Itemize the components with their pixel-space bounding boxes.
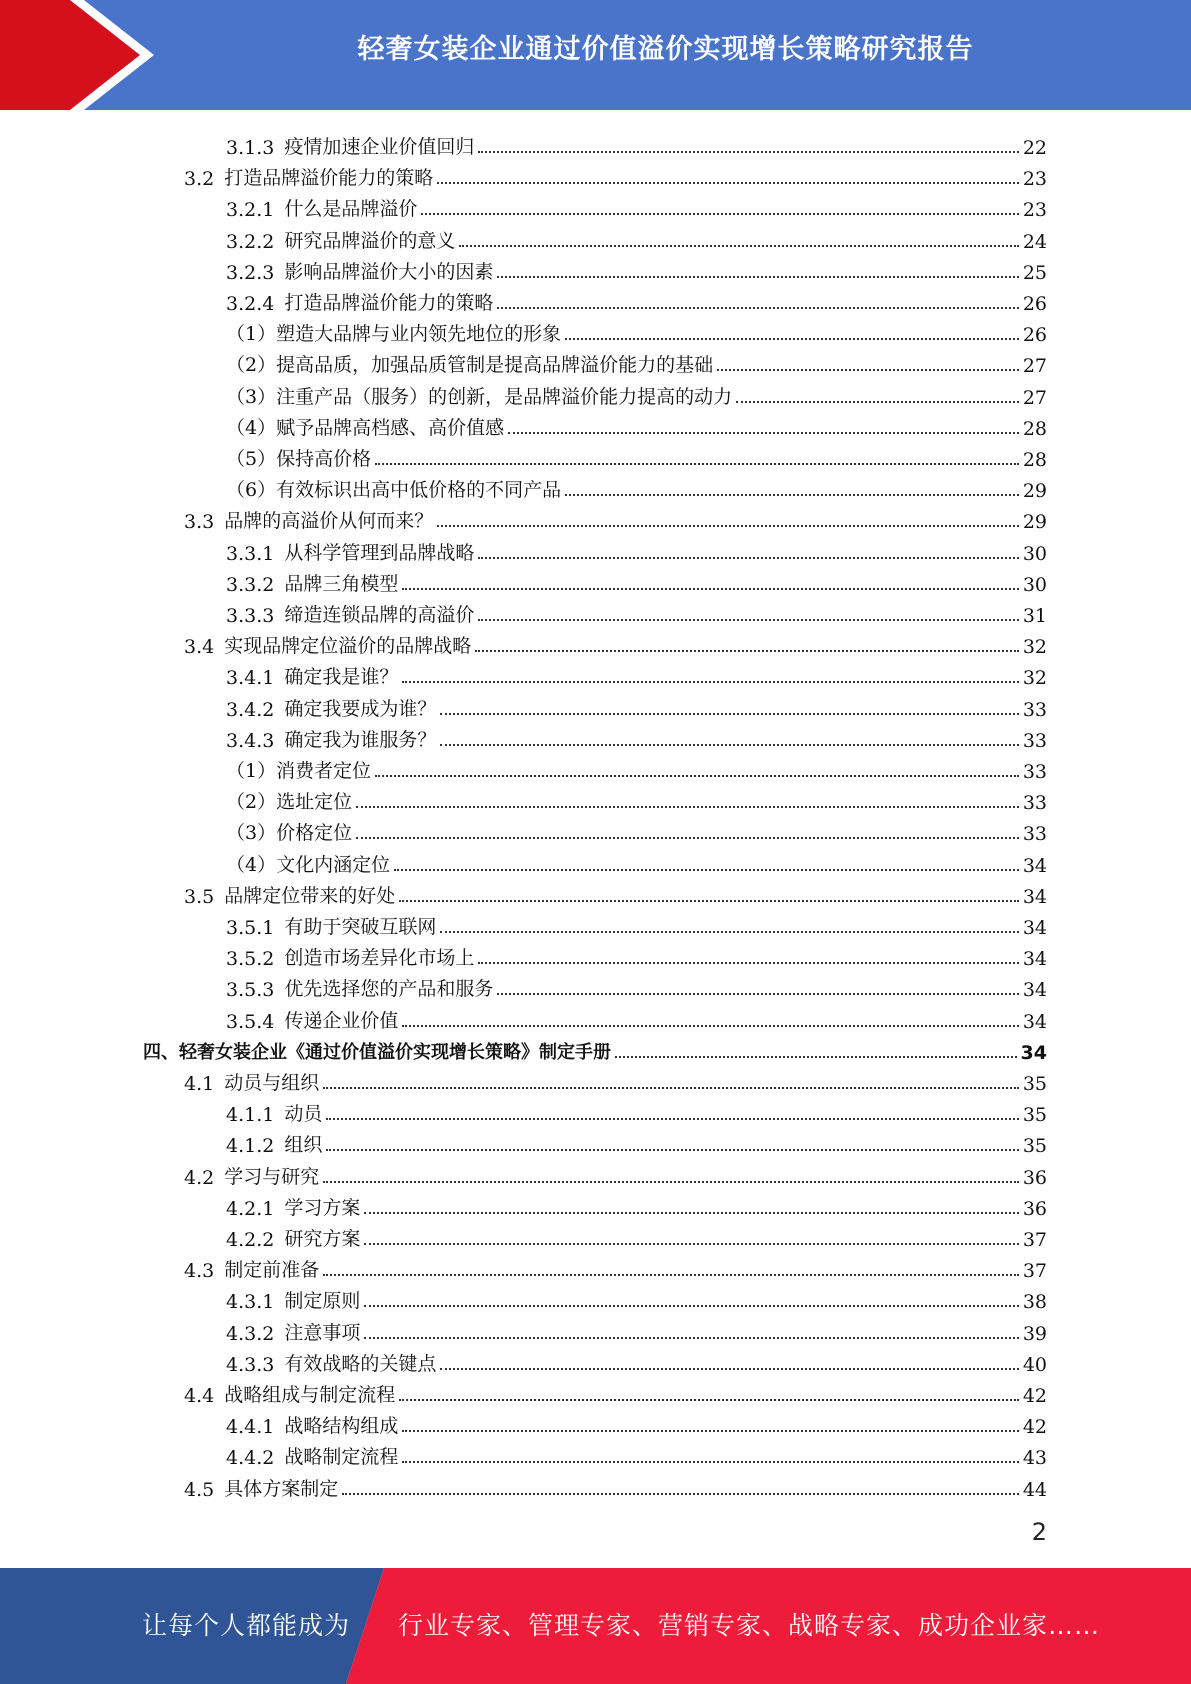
toc-dot-leader: [399, 900, 1019, 902]
toc-entry[interactable]: [184, 1158, 1047, 1189]
toc-entry-number: 3.2.1: [226, 199, 275, 222]
toc-entry-number: 3.2.3: [226, 261, 275, 284]
toc-entry-page: 42: [1022, 1385, 1047, 1407]
toc-entry-page: 43: [1022, 1447, 1047, 1470]
toc-entry-title: 打造品牌溢价能力的策略: [284, 292, 494, 314]
toc-entry[interactable]: [226, 1002, 1047, 1033]
toc-entry-number: 4.3.2: [226, 1322, 275, 1345]
toc-entry[interactable]: [226, 1220, 1047, 1251]
toc-entry-title: 动员与组织: [224, 1072, 320, 1094]
toc-dot-leader: [323, 1181, 1019, 1183]
toc-dot-leader: [375, 463, 1019, 465]
toc-entry-number: 4.3.3: [226, 1353, 275, 1376]
toc-entry-title: 确定我为谁服务？: [284, 728, 437, 751]
toc-entry-page: 23: [1022, 168, 1047, 191]
toc-entry-page: 33: [1022, 698, 1047, 721]
toc-entry-page: 34: [1022, 854, 1047, 877]
toc-dot-leader: [615, 1056, 1017, 1058]
toc-dot-leader: [440, 931, 1018, 933]
toc-entry[interactable]: [226, 814, 1047, 845]
toc-entry[interactable]: [226, 378, 1047, 409]
toc-entry-number: 3.5.3: [226, 979, 275, 1002]
toc-entry-title: （6）有效标识出高中低价格的不同产品: [226, 479, 562, 502]
toc-entry-number: 4.1: [184, 1073, 215, 1095]
toc-entry-number: 4.2.2: [226, 1229, 275, 1251]
toc-dot-leader: [399, 1399, 1019, 1401]
toc-entry-page: 35: [1022, 1135, 1047, 1158]
toc-entry[interactable]: [226, 752, 1047, 783]
toc-entry-number: 3.4.1: [226, 667, 275, 690]
toc-dot-leader: [364, 1212, 1018, 1214]
toc-entry-title: 创造市场差异化市场上: [284, 947, 475, 970]
footer-slogan-right: 行业专家、管理专家、营销专家、战略专家、成功企业家……: [398, 1611, 1101, 1640]
toc-entry-title: 四、轻奢女装企业《通过价值溢价实现增长策略》制定手册: [143, 1041, 611, 1063]
toc-entry-page: 34: [1020, 1041, 1047, 1064]
toc-entry-title: 打造品牌溢价能力的策略: [224, 167, 434, 190]
toc-dot-leader: [497, 276, 1018, 278]
toc-entry-page: 40: [1022, 1353, 1047, 1376]
toc-entry-title: 动员: [284, 1103, 323, 1126]
toc-dot-leader: [440, 744, 1018, 746]
toc-entry[interactable]: [226, 846, 1047, 877]
toc-entry[interactable]: [226, 565, 1047, 596]
toc-entry-page: 27: [1022, 355, 1047, 378]
page-header: [0, 0, 1191, 110]
toc-entry-page: 29: [1022, 480, 1047, 503]
toc-entry[interactable]: [184, 877, 1047, 908]
toc-entry[interactable]: [184, 1470, 1047, 1501]
toc-entry-page: 25: [1022, 261, 1047, 284]
toc-entry-number: 3.2.4: [226, 293, 275, 315]
toc-entry[interactable]: [226, 1438, 1047, 1469]
toc-entry-number: 3.3.3: [226, 605, 275, 627]
toc-entry-number: 3.5.2: [226, 948, 275, 971]
toc-entry-page: 22: [1022, 137, 1047, 159]
toc-entry-page: 26: [1022, 293, 1047, 315]
toc-entry-page: 36: [1022, 1166, 1047, 1189]
toc-entry-title: 注意事项: [284, 1321, 361, 1344]
toc-entry[interactable]: [226, 1282, 1047, 1313]
toc-dot-leader: [364, 1337, 1018, 1339]
toc-entry-page: 42: [1022, 1416, 1047, 1439]
toc-entry-number: 3.4.2: [226, 698, 275, 721]
toc-entry-page: 30: [1022, 542, 1047, 565]
toc-entry-title: 影响品牌溢价大小的因素: [284, 260, 494, 283]
toc-entry-number: 3.3: [184, 511, 215, 534]
toc-entry-title: 确定我要成为谁？: [284, 697, 437, 720]
toc-entry-title: 制定原则: [284, 1290, 361, 1313]
toc-dot-leader: [421, 213, 1018, 215]
toc-entry[interactable]: [143, 1033, 1047, 1064]
toc-dot-leader: [497, 307, 1018, 309]
toc-dot-leader: [717, 369, 1019, 371]
toc-entry[interactable]: [226, 534, 1047, 565]
toc-dot-leader: [394, 869, 1019, 871]
chevron-logo-icon: [0, 0, 160, 110]
toc-entry-title: （2）选址定位: [226, 791, 353, 814]
toc-entry-number: 4.5: [184, 1478, 215, 1501]
toc-entry-title: 优先选择您的产品和服务: [284, 978, 494, 1001]
toc-entry-number: 4.3: [184, 1260, 215, 1283]
toc-entry-title: 疫情加速企业价值回归: [284, 136, 475, 158]
toc-entry-page: 34: [1022, 917, 1047, 939]
toc-entry-title: 战略结构组成: [284, 1415, 399, 1438]
toc-dot-leader: [440, 1368, 1018, 1370]
toc-dot-leader: [478, 151, 1018, 153]
toc-dot-leader: [402, 681, 1018, 683]
toc-entry[interactable]: [226, 1095, 1047, 1126]
toc-entry-page: 39: [1022, 1322, 1047, 1345]
toc-entry-number: 3.3.1: [226, 542, 275, 565]
toc-dot-leader: [402, 1025, 1018, 1027]
page-number: 2: [1031, 1518, 1047, 1546]
toc-entry-page: 34: [1022, 948, 1047, 971]
toc-entry[interactable]: [226, 908, 1047, 939]
page-title: 轻奢女装企业通过价值溢价实现增长策略研究报告: [357, 34, 974, 65]
toc-dot-leader: [326, 1118, 1018, 1120]
toc-entry-number: 3.5: [184, 885, 215, 908]
toc-entry-page: 34: [1022, 1010, 1047, 1033]
toc-entry-number: 4.4.2: [226, 1447, 275, 1470]
toc-entry-page: 37: [1022, 1229, 1047, 1251]
page-footer: [0, 1568, 1191, 1684]
toc-dot-leader: [440, 713, 1018, 715]
toc-entry[interactable]: [226, 721, 1047, 752]
toc-dot-leader: [478, 557, 1018, 559]
toc-entry-title: 缔造连锁品牌的高溢价: [284, 604, 475, 626]
toc-entry-page: 37: [1022, 1260, 1047, 1283]
toc-dot-leader: [356, 806, 1019, 808]
toc-entry-title: 从科学管理到品牌战略: [284, 541, 475, 564]
toc-entry-page: 30: [1022, 573, 1047, 596]
toc-entry[interactable]: [226, 284, 1047, 315]
toc-entry-title: 有效战略的关键点: [284, 1352, 437, 1375]
toc-entry-title: 实现品牌定位溢价的品牌战略: [224, 635, 472, 658]
toc-entry[interactable]: [226, 1345, 1047, 1376]
toc-dot-leader: [364, 1243, 1018, 1245]
toc-dot-leader: [508, 432, 1019, 434]
toc-entry-number: 4.3.1: [226, 1291, 275, 1314]
toc-entry-title: 制定前准备: [224, 1259, 320, 1282]
toc-entry[interactable]: [226, 1126, 1047, 1157]
toc-entry[interactable]: [226, 970, 1047, 1001]
toc-entry-page: 38: [1022, 1291, 1047, 1314]
toc-entry-title: （4）文化内涵定位: [226, 853, 391, 876]
toc-entry[interactable]: [226, 440, 1047, 471]
toc-entry-page: 29: [1022, 511, 1047, 534]
toc-dot-leader: [323, 1274, 1019, 1276]
toc-dot-leader: [375, 775, 1019, 777]
toc-entry-title: 学习方案: [284, 1196, 361, 1219]
toc-entry[interactable]: [226, 1314, 1047, 1345]
toc-entry-title: （3）价格定位: [226, 822, 353, 845]
toc-entry[interactable]: [184, 1376, 1047, 1407]
toc-entry-title: （1）塑造大品牌与业内领先地位的形象: [226, 323, 562, 346]
toc-entry-title: （3）注重产品（服务）的创新，是品牌溢价能力提高的动力: [226, 385, 733, 408]
toc-entry-page: 44: [1022, 1478, 1047, 1501]
toc-entry-page: 31: [1022, 605, 1047, 627]
toc-entry-page: 33: [1022, 729, 1047, 752]
toc-entry-title: 传递企业价值: [284, 1009, 399, 1032]
toc-dot-leader: [342, 1493, 1019, 1495]
toc-entry-title: 具体方案制定: [224, 1477, 339, 1500]
toc-dot-leader: [323, 1087, 1019, 1089]
toc-entry-number: 4.2.1: [226, 1197, 275, 1220]
toc-entry-title: 确定我是谁？: [284, 666, 399, 689]
toc-entry-page: 28: [1022, 449, 1047, 471]
toc-entry-page: 33: [1022, 761, 1047, 783]
toc-entry-page: 35: [1022, 1104, 1047, 1127]
toc-dot-leader: [565, 494, 1019, 496]
toc-dot-leader: [437, 525, 1019, 527]
toc-entry[interactable]: [226, 1189, 1047, 1220]
toc-entry-page: 26: [1022, 324, 1047, 347]
toc-entry[interactable]: [184, 1251, 1047, 1282]
toc-entry-title: （2）提高品质，加强品质管制是提高品牌溢价能力的基础: [226, 354, 714, 377]
toc-entry[interactable]: [184, 627, 1047, 658]
toc-entry[interactable]: [226, 315, 1047, 346]
toc-dot-leader: [364, 1305, 1018, 1307]
toc-entry-number: 4.4.1: [226, 1416, 275, 1439]
toc-entry-number: 4.1.1: [226, 1104, 275, 1127]
toc-entry[interactable]: [226, 690, 1047, 721]
toc-entry-title: 什么是品牌溢价: [284, 198, 418, 221]
toc-dot-leader: [478, 619, 1018, 621]
toc-entry-title: （1）消费者定位: [226, 760, 372, 782]
toc-entry-page: 35: [1022, 1073, 1047, 1095]
toc-entry[interactable]: [226, 471, 1047, 502]
toc-entry-number: 4.1.2: [226, 1135, 275, 1158]
toc-entry-title: 研究品牌溢价的意义: [284, 229, 456, 252]
toc-entry-title: 品牌定位带来的好处: [224, 884, 396, 907]
toc-dot-leader: [459, 245, 1018, 247]
toc-entry-page: 28: [1022, 417, 1047, 440]
toc-entry-number: 4.4: [184, 1385, 215, 1407]
toc-entry-number: 4.2: [184, 1166, 215, 1189]
toc-dot-leader: [565, 338, 1019, 340]
toc-entry-number: 3.2: [184, 168, 215, 191]
toc-dot-leader: [736, 401, 1019, 403]
toc-entry-page: 34: [1022, 885, 1047, 908]
toc-entry-number: 3.3.2: [226, 573, 275, 596]
toc-entry-number: 3.4: [184, 636, 215, 659]
toc-entry[interactable]: [226, 409, 1047, 440]
toc-dot-leader: [402, 588, 1018, 590]
toc-entry[interactable]: [226, 190, 1047, 221]
toc-entry[interactable]: [226, 939, 1047, 970]
toc-entry-title: （5）保持高价格: [226, 448, 372, 470]
toc-entry[interactable]: [184, 159, 1047, 190]
toc-entry[interactable]: [226, 346, 1047, 377]
footer-slogan-left: 让每个人都能成为: [142, 1611, 351, 1640]
toc-entry[interactable]: [184, 502, 1047, 533]
toc-entry-number: 3.5.4: [226, 1010, 275, 1033]
toc-entry[interactable]: [226, 658, 1047, 689]
toc-entry-title: 品牌的高溢价从何而来？: [224, 510, 434, 533]
toc-dot-leader: [326, 1149, 1018, 1151]
toc-entry-page: 33: [1022, 823, 1047, 846]
toc-dot-leader: [437, 182, 1019, 184]
toc-entry-page: 34: [1022, 979, 1047, 1002]
toc-entry-title: 有助于突破互联网: [284, 916, 437, 938]
toc-entry-page: 33: [1022, 792, 1047, 815]
toc-entry[interactable]: [226, 596, 1047, 627]
toc-dot-leader: [475, 650, 1019, 652]
toc-entry-title: 战略组成与制定流程: [224, 1384, 396, 1406]
toc-entry-page: 23: [1022, 199, 1047, 222]
toc-entry-title: 学习与研究: [224, 1165, 320, 1188]
toc-dot-leader: [402, 1461, 1018, 1463]
toc-dot-leader: [402, 1430, 1018, 1432]
toc-entry-title: 研究方案: [284, 1228, 361, 1250]
toc-entry[interactable]: [226, 253, 1047, 284]
toc-entry[interactable]: [184, 1064, 1047, 1095]
toc-entry-title: 品牌三角模型: [284, 572, 399, 595]
toc-entry[interactable]: [226, 128, 1047, 159]
toc-entry-number: 3.4.3: [226, 729, 275, 752]
toc-entry-title: 战略制定流程: [284, 1446, 399, 1469]
toc-dot-leader: [356, 837, 1019, 839]
toc-entry[interactable]: [226, 783, 1047, 814]
toc-entry-page: 36: [1022, 1197, 1047, 1220]
toc-entry-number: 3.2.2: [226, 230, 275, 253]
toc-entry-number: 3.1.3: [226, 137, 275, 159]
toc-entry-page: 27: [1022, 386, 1047, 409]
toc-entry-page: 24: [1022, 230, 1047, 253]
toc-entry-title: （4）赋予品牌高档感、高价值感: [226, 416, 505, 439]
toc-entry-page: 32: [1022, 667, 1047, 690]
toc-dot-leader: [478, 962, 1018, 964]
toc-entry[interactable]: [226, 222, 1047, 253]
toc-entry-title: 组织: [284, 1134, 323, 1157]
toc-entry-number: 3.5.1: [226, 917, 275, 939]
toc-dot-leader: [497, 993, 1018, 995]
toc-entry[interactable]: [226, 1407, 1047, 1438]
toc-entry-page: 32: [1022, 636, 1047, 659]
